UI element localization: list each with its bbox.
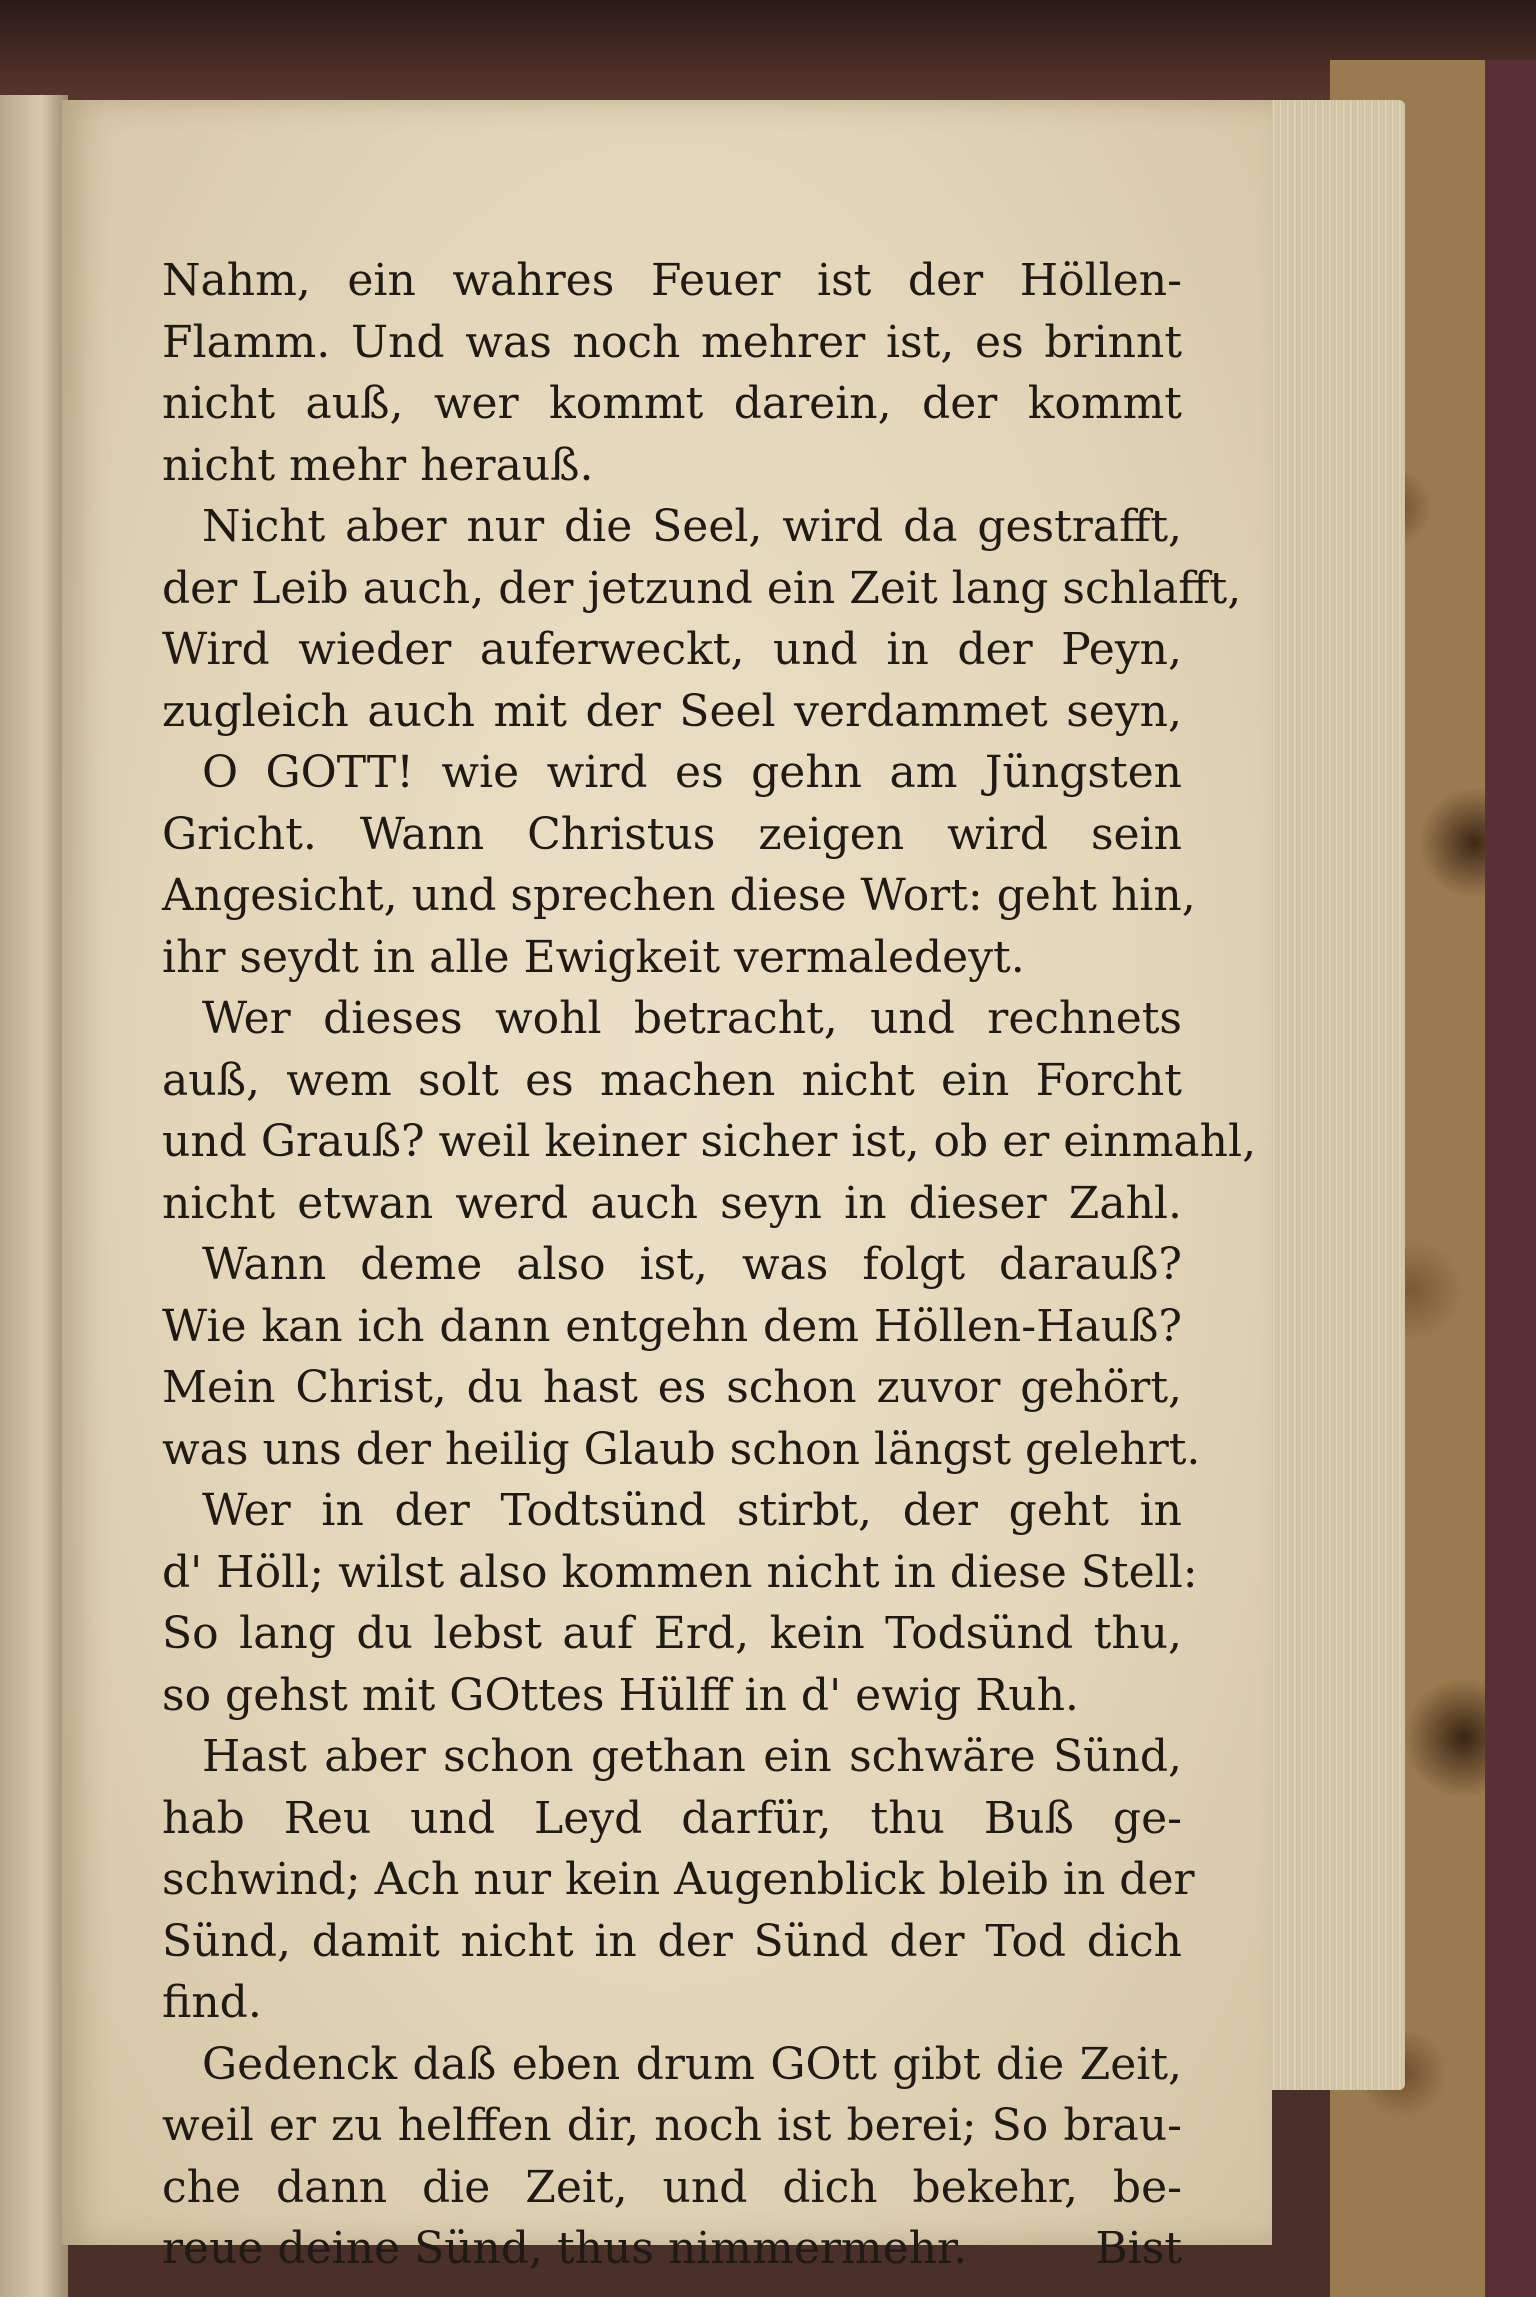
text-line: Wann deme also ist, was folgt darauß? [202, 1239, 1182, 1290]
text-line: und Grauß? weil keiner sicher ist, ob er einmahl, [162, 1116, 1257, 1167]
page-block-edges [1255, 100, 1405, 2090]
text-line: Wer in der Todtsünd stirbt, der geht in [202, 1485, 1182, 1536]
text-line: Nicht aber nur die Seel, wird da gestrafft, [202, 501, 1182, 552]
text-line: find. [162, 1977, 262, 2028]
text-line: ihr seydt in alle Ewigkeit vermaledeyt. [162, 931, 1025, 983]
text-line: nicht etwan werd auch seyn in dieser Zahl. [162, 1177, 1182, 1229]
text-line: hab Reu und Leyd darfür, thu Buß ge- [162, 1792, 1182, 1844]
text-line: Flamm. Und was noch mehrer ist, es brinnt [162, 316, 1182, 368]
text-line: weil er zu helffen dir, noch ist berei; So brau- [162, 2100, 1182, 2151]
text-line: nicht mehr herauß. [162, 439, 594, 491]
text-line: Wie kan ich dann entgehn dem Höllen-Hauß? [162, 1300, 1182, 1352]
text-line: zugleich auch mit der Seel verdammet seyn, [162, 685, 1182, 737]
text-line: Nahm, ein wahres Feuer ist der Höllen- [162, 255, 1182, 306]
text-line: Sünd, damit nicht in der Sünd der Tod dich [162, 1915, 1182, 1967]
text-line: O GOTT! wie wird es gehn am Jüngsten [202, 747, 1182, 798]
book-cover-edge [1485, 60, 1536, 2297]
text-line: Mein Christ, du hast es schon zuvor gehört, [162, 1362, 1182, 1413]
text-line: Wird wieder auferweckt, und in der Peyn, [162, 624, 1182, 675]
text-line: d' Höll; wilst also kommen nicht in diese Stell: [162, 1546, 1198, 1598]
text-line: der Leib auch, der jetzund ein Zeit lang schlafft, [162, 562, 1242, 614]
text-line: Angesicht, und sprechen diese Wort: geht hin, [162, 870, 1196, 921]
text-line: Hast aber schon gethan ein schwäre Sünd, [202, 1731, 1182, 1782]
text-line: che dann die Zeit, und dich bekehr, be- [162, 2161, 1182, 2213]
page-text-block [162, 250, 1257, 2280]
text-line: auß, wem solt es machen nicht ein Forcht [162, 1054, 1182, 1106]
text-line: Wer dieses wohl betracht, und rechnets [202, 993, 1182, 1044]
text-line-last: reue deine Sünd, thus nimmermehr. [162, 2223, 968, 2274]
backdrop-cloth [0, 0, 1536, 110]
text-line: Gedenck daß eben drum GOtt gibt die Zeit, [202, 2038, 1182, 2090]
last-line-row [162, 2218, 1182, 2280]
text-line: so gehst mit GOttes Hülff in d' ewig Ruh. [162, 1669, 1079, 1721]
catchword: Bist [1095, 2223, 1182, 2274]
text-line: schwind; Ach nur kein Augenblick bleib in der [162, 1854, 1195, 1905]
text-line: nicht auß, wer kommt darein, der kommt [162, 378, 1182, 429]
text-line: was uns der heilig Glaub schon längst gelehrt. [162, 1423, 1201, 1475]
previous-page-edge [0, 95, 68, 2297]
text-line: Gricht. Wann Christus zeigen wird sein [162, 808, 1182, 860]
text-line: So lang du lebst auf Erd, kein Todsünd thu, [162, 1608, 1182, 1659]
book-page [62, 100, 1272, 2274]
